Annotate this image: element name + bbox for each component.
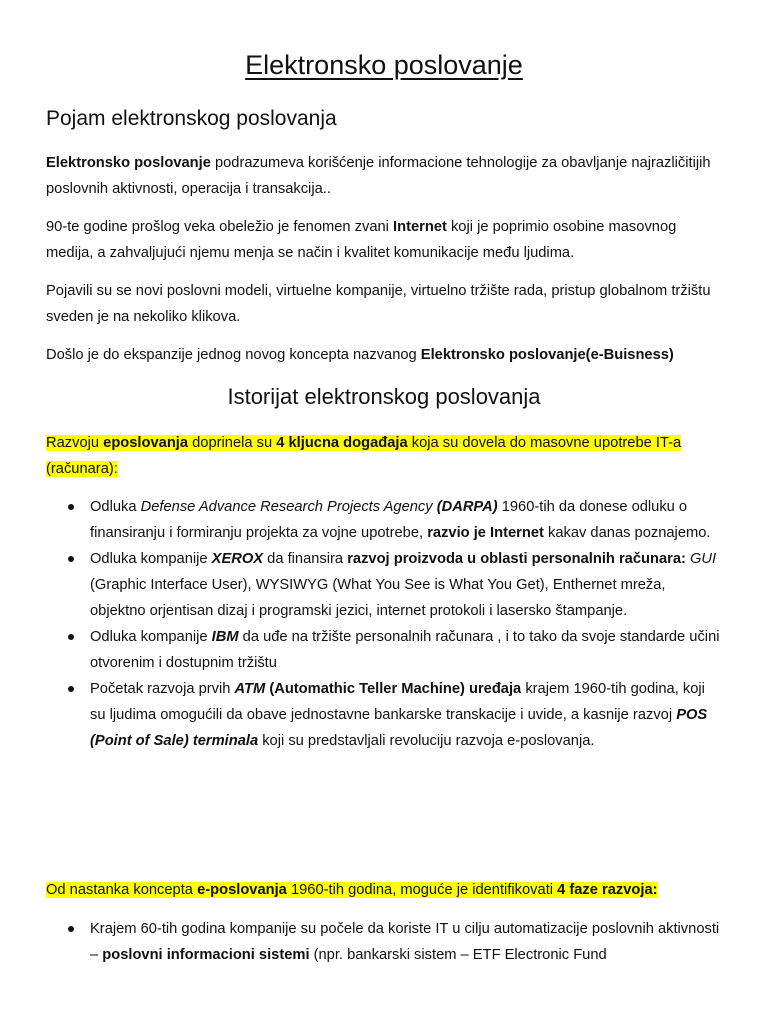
text-run: (npr. bankarski sistem – ETF Electronic Fund xyxy=(309,947,607,963)
text-run: (Graphic Interface User), WYSIWYG (What You See is What You Get), Enthernet mreža, objektno orjentisan dizaj i programski jezici, internet protokoli i lasersko štampanje. xyxy=(90,577,666,619)
term-e-business: Elektronsko poslovanje(e-Buisness) xyxy=(420,347,674,363)
bullet-icon xyxy=(68,926,74,932)
paragraph-expansion xyxy=(46,342,722,368)
term-e-poslovanja: e-poslovanja xyxy=(197,882,287,898)
term-atm: ATM xyxy=(234,681,266,697)
list-item xyxy=(46,916,722,968)
text-run: Početak razvoja prvih xyxy=(90,681,235,697)
text-run: kakav danas poznajemo. xyxy=(543,525,711,541)
document-title: Elektronsko poslovanje xyxy=(245,50,523,80)
bullet-icon xyxy=(68,556,74,562)
term-gui: GUI xyxy=(689,551,717,567)
text-run: Odluka kompanije xyxy=(90,629,212,645)
text-run: krajem 1960-tih godina, koji su ljudima omogućili da obave jednostavne bankarske transkacije i uvide, a kasnije razvoj xyxy=(90,681,705,723)
term-elektronsko-poslovanje: Elektronsko poslovanje xyxy=(46,155,211,171)
term-razvio-internet: razvio je Internet xyxy=(427,525,544,541)
text-run: Odluka xyxy=(90,499,141,515)
text-run: Razvoju xyxy=(46,435,104,451)
list-item xyxy=(46,624,722,676)
paragraph-key-events-intro xyxy=(46,430,722,482)
paragraph-phases-intro xyxy=(46,877,722,903)
term-ibm: IBM xyxy=(211,629,239,645)
key-events-list xyxy=(46,494,722,754)
text-run: da finansira xyxy=(263,551,348,567)
list-item xyxy=(46,676,722,754)
definition-text: podrazumeva korišćenje informacione tehnologije za obavljanje najrazličitijih poslovnih aktivnosti, operacija i transakcija.. xyxy=(46,155,711,197)
text-run: Krajem 60-tih godina kompanije su počele da koriste IT u cilju automatizacije poslovnih aktivnosti – xyxy=(90,921,720,963)
text-run: Od nastanka koncepta xyxy=(46,882,198,898)
paragraph-definition xyxy=(46,150,722,202)
text-run: koji je poprimio osobine masovnog medija, a zahvaljujući njemu menja se način i kvalitet komunikacije među ljudima. xyxy=(46,219,677,261)
term-4-kljucna-dogadjaja: 4 kljucna događaja xyxy=(276,435,408,451)
text-run: Odluka kompanije xyxy=(90,551,212,567)
text-run: da uđe na tržište personalnih računara , i to tako da svoje standarde učini otvorenim i dostupnim tržištu xyxy=(90,629,720,671)
term-eposlovanja: eposlovanja xyxy=(103,435,189,451)
bullet-icon xyxy=(68,504,74,510)
section-heading-pojam: Pojam elektronskog poslovanja xyxy=(46,107,337,130)
bullet-icon xyxy=(68,686,74,692)
term-internet: Internet xyxy=(393,219,447,235)
paragraph-internet xyxy=(46,214,722,266)
text-run: koji su predstavljali revoluciju razvoja e-poslovanja. xyxy=(258,733,595,749)
term-pos: POS (Point of Sale) terminala xyxy=(90,707,708,749)
text-run: koja su dovela do masovne upotrebe IT-a (računara): xyxy=(46,435,682,477)
text-run: Došlo je do ekspanzije jednog novog koncepta nazvanog xyxy=(46,347,421,363)
section-heading-istorijat: Istorijat elektronskog poslovanja xyxy=(227,384,541,409)
list-item xyxy=(46,494,722,546)
list-item xyxy=(46,546,722,624)
term-darpa-name: Defense Advance Research Projects Agency xyxy=(140,499,433,515)
bullet-icon xyxy=(68,634,74,640)
term-atm-full: (Automathic Teller Machine) uređaja xyxy=(265,681,522,697)
text-run: 1960-tih godina, moguće je identifikovati xyxy=(286,882,558,898)
paragraph-new-models: Pojavili su se novi poslovni modeli, virtuelne kompanije, virtuelno tržište rada, pristup globalnom tržištu sveden je na nekoliko klikova. xyxy=(46,283,711,325)
term-poslovni-is: poslovni informacioni sistemi xyxy=(102,947,310,963)
phases-list xyxy=(46,916,722,968)
term-razvoj-proizvoda: razvoj proizvoda u oblasti personalnih računara: xyxy=(347,551,686,567)
term-4-faze: 4 faze razvoja: xyxy=(557,882,658,898)
text-run: 90-te godine prošlog veka obeležio je fenomen zvani xyxy=(46,219,394,235)
text-run: 1960-tih da donese odluku o finansiranju i formiranju projekta za vojne upotrebe, xyxy=(90,499,688,541)
text-run: doprinela su xyxy=(188,435,277,451)
term-xerox: XEROX xyxy=(211,551,264,567)
term-darpa: (DARPA) xyxy=(436,499,498,515)
